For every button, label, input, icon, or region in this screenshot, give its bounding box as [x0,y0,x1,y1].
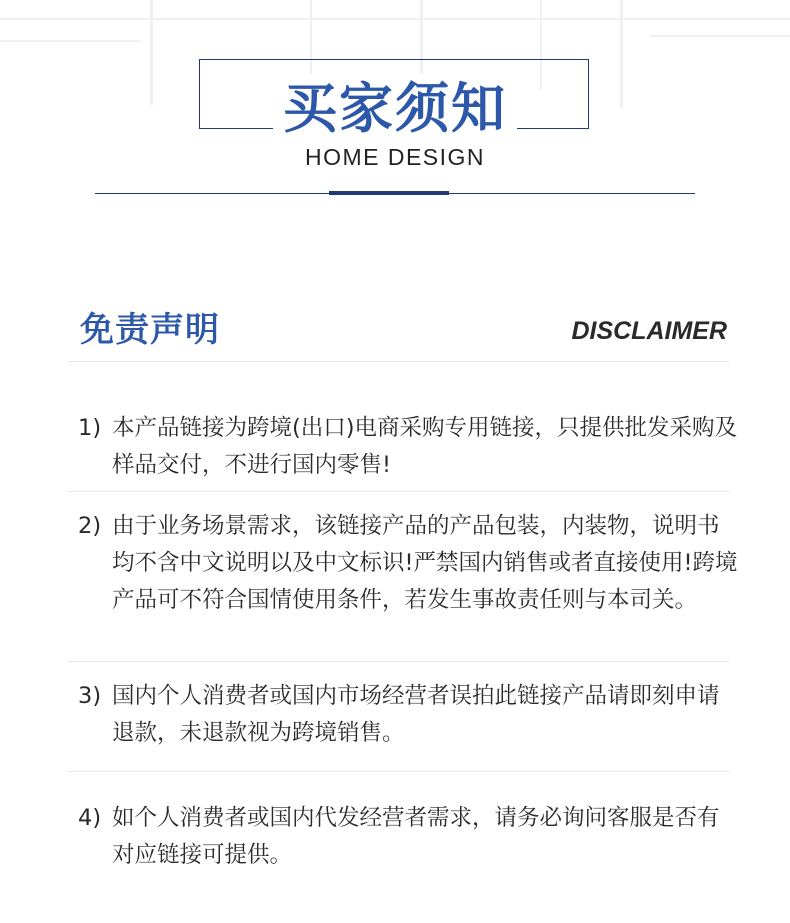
list-item [78,678,738,752]
item-divider [68,491,729,492]
list-item-number: 2) [78,513,102,539]
list-item-text: 由于业务场景需求，该链接产品的产品包装，内装物，说明书均不含中文说明以及中文标识!严禁国内销售或者直接使用!跨境产品可不符合国情使用条件，若发生事故责任则与本司关。 [112,513,738,613]
list-item-number: 4) [78,805,102,831]
section-divider [68,361,729,362]
list-item-text: 本产品链接为跨境(出口)电商采购专用链接，只提供批发采购及样品交付，不进行国内零售! [112,415,738,478]
item-divider [68,771,729,772]
section-title: 免责声明 [80,310,220,350]
item-divider [68,661,729,662]
list-item [78,800,738,874]
header-divider-accent [329,191,449,195]
list-item-number: 1) [78,415,102,441]
list-item-text: 如个人消费者或国内代发经营者需求，请务必询问客服是否有对应链接可提供。 [112,805,720,868]
list-item-text: 国内个人消费者或国内市场经营者误拍此链接产品请即刻申请退款，未退款视为跨境销售。 [112,683,720,746]
list-item [78,508,738,619]
page-header [0,0,790,200]
list-item [78,410,738,484]
section-title-en: DISCLAIMER [571,317,727,345]
list-item-number: 3) [78,683,102,709]
page-title-text: 买家须知 [273,74,517,144]
page-subtitle: HOME DESIGN [304,144,486,170]
